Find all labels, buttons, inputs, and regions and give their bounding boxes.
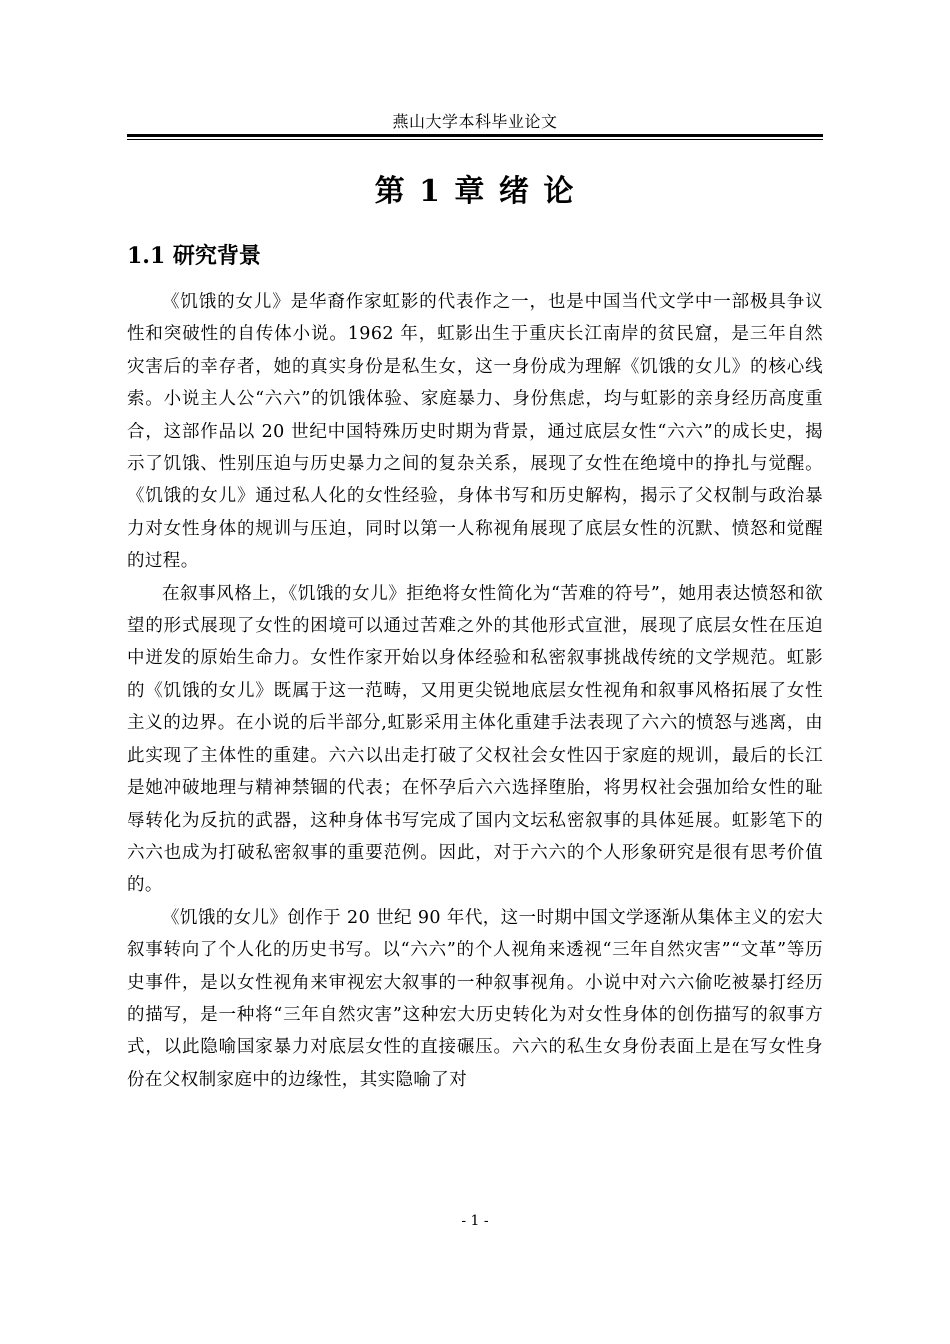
header-rule-thick xyxy=(127,134,823,137)
page-number: - 1 - xyxy=(461,1213,489,1229)
body-text xyxy=(127,286,823,1096)
section-title: 1.1 研究背景 xyxy=(127,243,261,269)
header-rule-thin xyxy=(127,139,823,140)
running-header-title: 燕山大学本科毕业论文 xyxy=(392,112,558,131)
paragraph-2: 在叙事风格上，《饥饿的女儿》拒绝将女性简化为“苦难的符号”，她用表达愤怒和欲望的形式展现了女性的困境可以通过苦难之外的其他形式宣泄，展现了底层女性在压迫中迸发的原始生命力。女性作家开始以身体经验和私密叙事挑战传统的文学规范。虹影的《饥饿的女儿》既属于这一范畴，又用更尖锐地底层女性视角和叙事风格拓展了女性主义的边界。在小说的后半部分,虹影采用主体化重建手法表现了六六的愤怒与逃离，由此实现了主体性的重建。六六以出走打破了父权社会女性囚于家庭的规训，最后的长江是她冲破地理与精神禁锢的代表；在怀孕后六六选择堕胎，将男权社会强加给女性的耻辱转化为反抗的武器，这种身体书写完成了国内文坛私密叙事的具体延展。虹影笔下的六六也成为打破私密叙事的重要范例。因此，对于六六的个人形象研究是很有思考价值的。 xyxy=(127,583,823,896)
paragraph-3: 《饥饿的女儿》创作于 20 世纪 90 年代，这一时期中国文学逐渐从集体主义的宏大叙事转向了个人化的历史书写。以“六六”的个人视角来透视“三年自然灾害”“文革”等历史事件，是以女性视角来审视宏大叙事的一种叙事视角。小说中对六六偷吃被暴打经历的描写，是一种将“三年自然灾害”这种宏大历史转化为对女性身体的创伤描写的叙事方式，以此隐喻国家暴力对底层女性的直接碾压。六六的私生女身份表面上是在写女性身份在父权制家庭中的边缘性，其实隐喻了对 xyxy=(127,907,823,1090)
chapter-title: 第 1 章 绪 论 xyxy=(374,174,576,209)
paragraph-1: 《饥饿的女儿》是华裔作家虹影的代表作之一，也是中国当代文学中一部极具争议性和突破性的自传体小说。1962 年，虹影出生于重庆长江南岸的贫民窟，是三年自然灾害后的幸存者，她的真实身份是私生女，这一身份成为理解《饥饿的女儿》的核心线索。小说主人公“六六”的饥饿体验、家庭暴力、身份焦虑，均与虹影的亲身经历高度重合，这部作品以 20 世纪中国特殊历史时期为背景，通过底层女性“六六”的成长史，揭示了饥饿、性别压迫与历史暴力之间的复杂关系，展现了女性在绝境中的挣扎与觉醒。《饥饿的女儿》通过私人化的女性经验，身体书写和历史解构，揭示了父权制与政治暴力对女性身体的规训与压迫，同时以第一人称视角展现了底层女性的沉默、愤怒和觉醒的过程。 xyxy=(127,292,823,572)
